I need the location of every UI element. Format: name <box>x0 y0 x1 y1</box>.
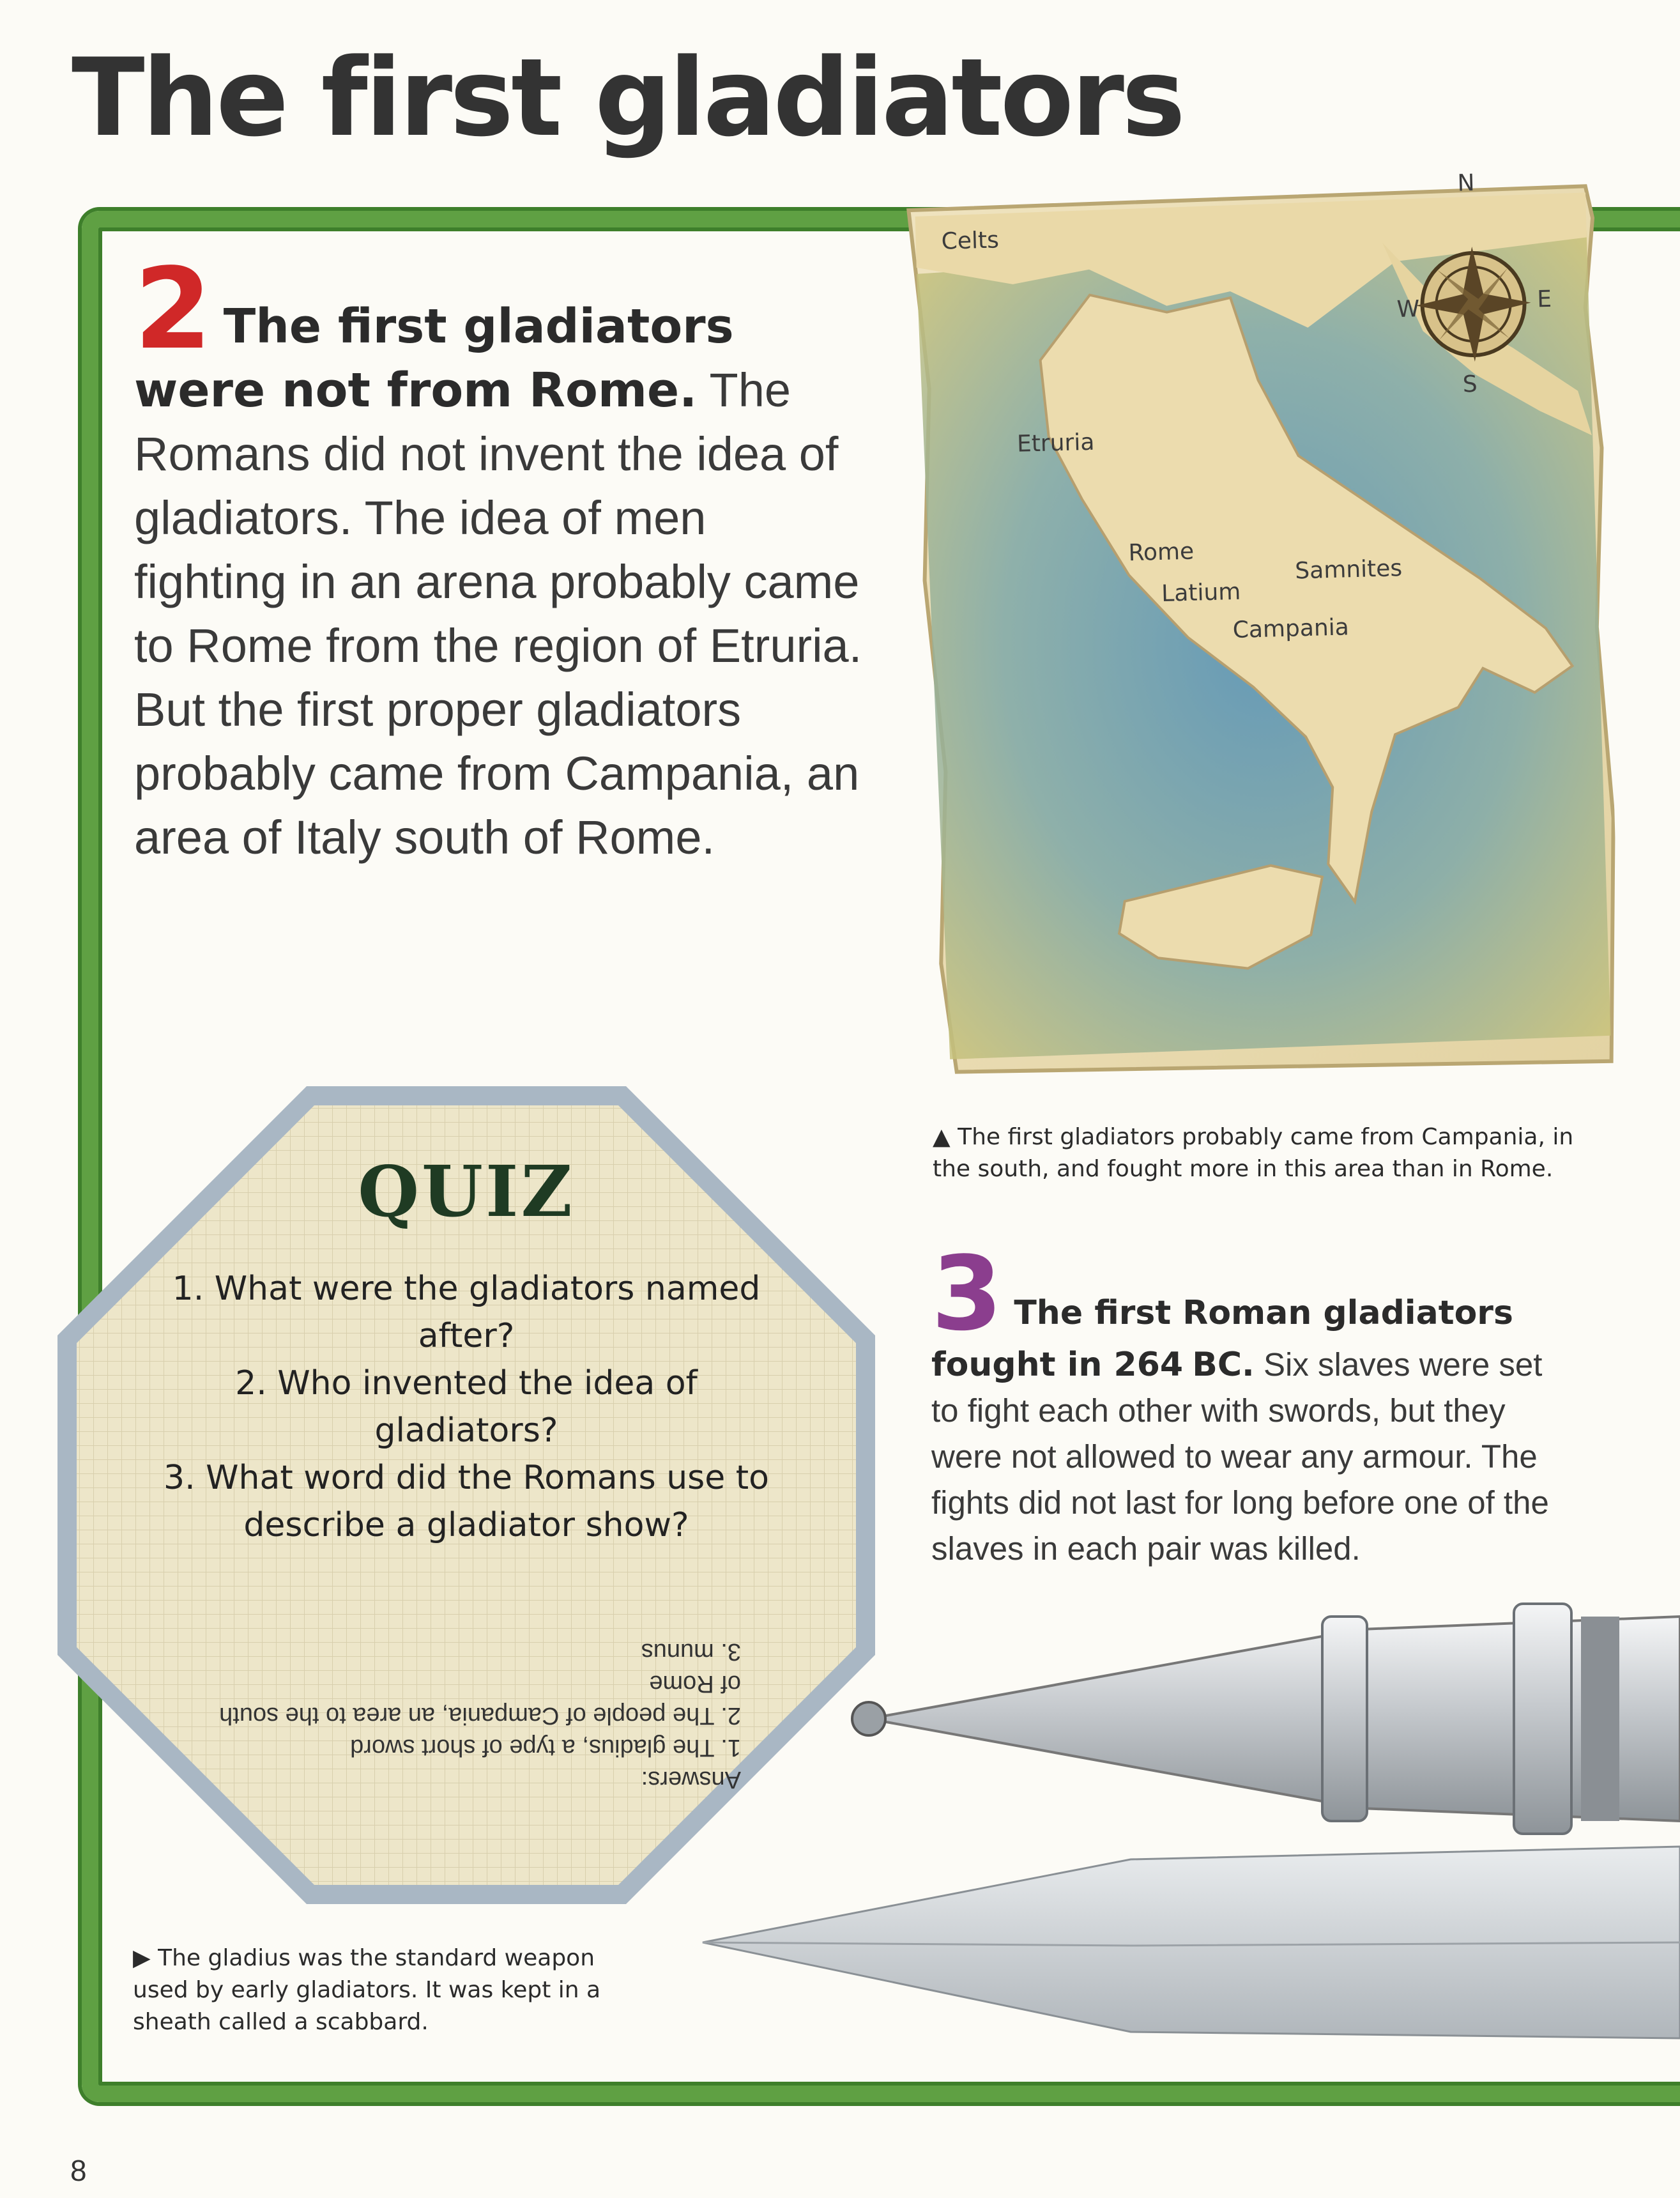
map-caption: ▲ The first gladiators probably came from Campania, in the south, and fought more in this area than in Rome. <box>933 1124 1574 1182</box>
quiz-questions <box>153 1265 779 1549</box>
quiz-answers-upside-down <box>198 1636 741 1795</box>
section-3-headline: The first Roman gladiators fought in 264 <box>931 1294 1513 1384</box>
map-label-campania: Campania <box>1232 614 1350 644</box>
fact-number-3: 3 <box>931 1234 1003 1353</box>
gladius-illustration <box>683 1591 1680 2051</box>
quiz-answer-1: 1. The gladius, a type of short sword <box>350 1734 741 1761</box>
quiz-answer-3: 3. munus <box>641 1638 741 1665</box>
compass-east: E <box>1536 286 1552 313</box>
compass-west: W <box>1396 296 1420 323</box>
sword-caption: ▶ The gladius was the standard weapon used by early gladiators. It was kept in a sheath called a scabbard. <box>133 1945 601 2035</box>
map-label-rome: Rome <box>1128 538 1195 567</box>
quiz-answers-heading: Answers: <box>641 1766 741 1793</box>
map-label-samnites: Samnites <box>1294 555 1403 585</box>
map-label-etruria: Etruria <box>1016 429 1095 457</box>
section-2 <box>134 245 869 870</box>
quiz-question-2: 2. Who invented the idea of gladiators? <box>235 1364 698 1450</box>
section-3-body: Six slaves were set to fight each other with swords, but they were not allowed to wear any armour. The fights did not last for long before one of the slaves in each pair was killed. <box>931 1346 1549 1567</box>
quiz-title: QUIZ <box>358 1150 575 1233</box>
section-3-era: BC. <box>1192 1346 1255 1384</box>
page-title: The first gladiators <box>72 35 1183 160</box>
section-2-headline: The first gladiators were not from Rome. <box>134 299 734 418</box>
fact-number-2: 2 <box>134 245 212 374</box>
scabbard <box>852 1604 1680 1834</box>
map-label-celts: Celts <box>941 227 1000 255</box>
section-2-body: The Romans did not invent the idea of gladiators. The idea of men fighting in an arena probably came to Rome from the region of Etruria. But the first proper gladiators probably came from Campania, an area of Italy south of Rome. <box>134 364 862 864</box>
quiz-answer-2: 2. The people of Campania, an area to the south of Rome <box>219 1670 741 1729</box>
quiz-question-3: 3. What word did the Romans use to describe a gladiator show? <box>164 1459 769 1544</box>
compass-south: S <box>1462 371 1478 398</box>
section-3 <box>931 1234 1557 1572</box>
gladius-blade <box>703 1847 1680 2038</box>
compass-north: N <box>1457 169 1476 197</box>
italy-map <box>896 169 1621 1092</box>
page-number: 8 <box>70 2154 87 2187</box>
quiz-question-1: 1. What were the gladiators named after? <box>172 1270 761 1355</box>
map-label-latium: Latium <box>1161 578 1241 607</box>
